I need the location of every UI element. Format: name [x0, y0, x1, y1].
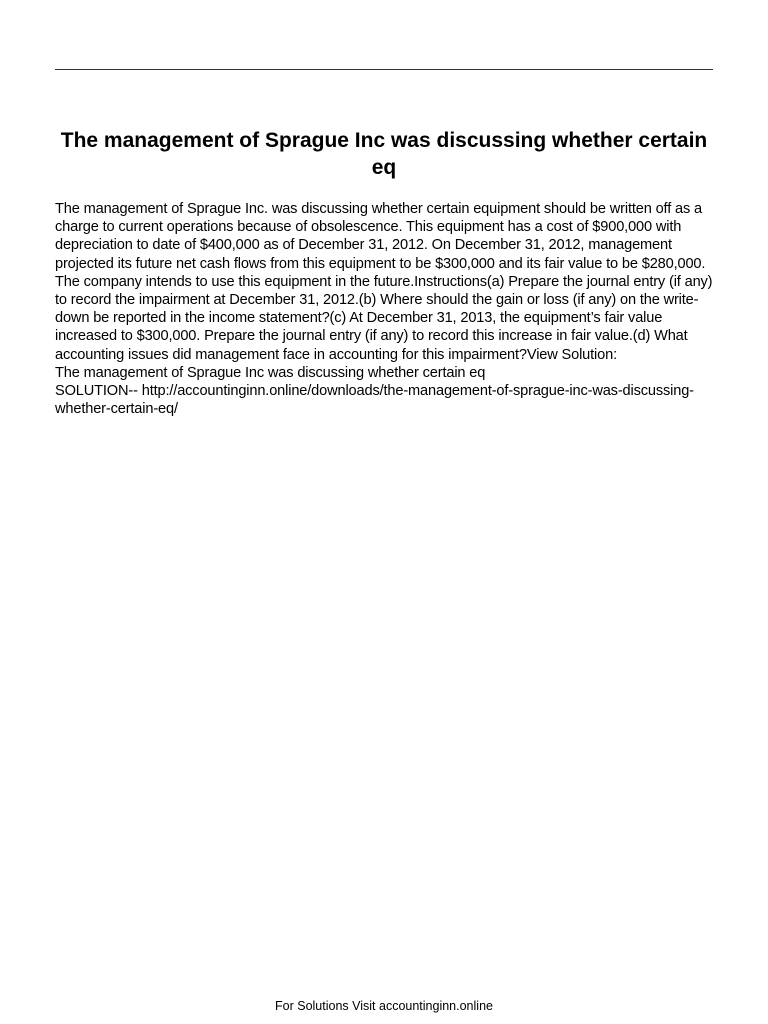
- header-divider: [55, 69, 713, 70]
- page-footer: For Solutions Visit accountinginn.online: [275, 999, 493, 1013]
- page-title: The management of Sprague Inc was discussing whether certain eq: [60, 129, 708, 179]
- question-text: The management of Sprague Inc. was discussing whether certain equipment should be written off as a charge to current operations because of obsolescence. This equipment has a cost of $900,000 with depreciation to date of $400,000 as of December 31, 2012. On December 31, 2012, management projected its future net cash flows from this equipment to be $300,000 and its fair value to be $280,000. The company intends to use this equipment in the future.Instructions(a) Prepare the journal entry (if any) to record the impairment at December 31, 2012.(b) Where should the gain or loss (if any) on the write-down be reported in the income statement?(c) At December 31, 2013, the equipment’s fair value increased to $300,000. Prepare the journal entry (if any) to record this increase in fair value.(d) What accounting issues did management face in accounting for this impairment?View Solution:: [55, 201, 713, 363]
- solution-link[interactable]: http://accountinginn.online/downloads/the-management-of-sprague-inc-was-discussing-whether-certain-eq/: [55, 383, 694, 418]
- solution-line: [55, 382, 715, 418]
- document-body: [55, 200, 715, 418]
- repeat-title-text: The management of Sprague Inc was discussing whether certain eq: [55, 364, 486, 381]
- solution-prefix: SOLUTION--: [55, 383, 138, 400]
